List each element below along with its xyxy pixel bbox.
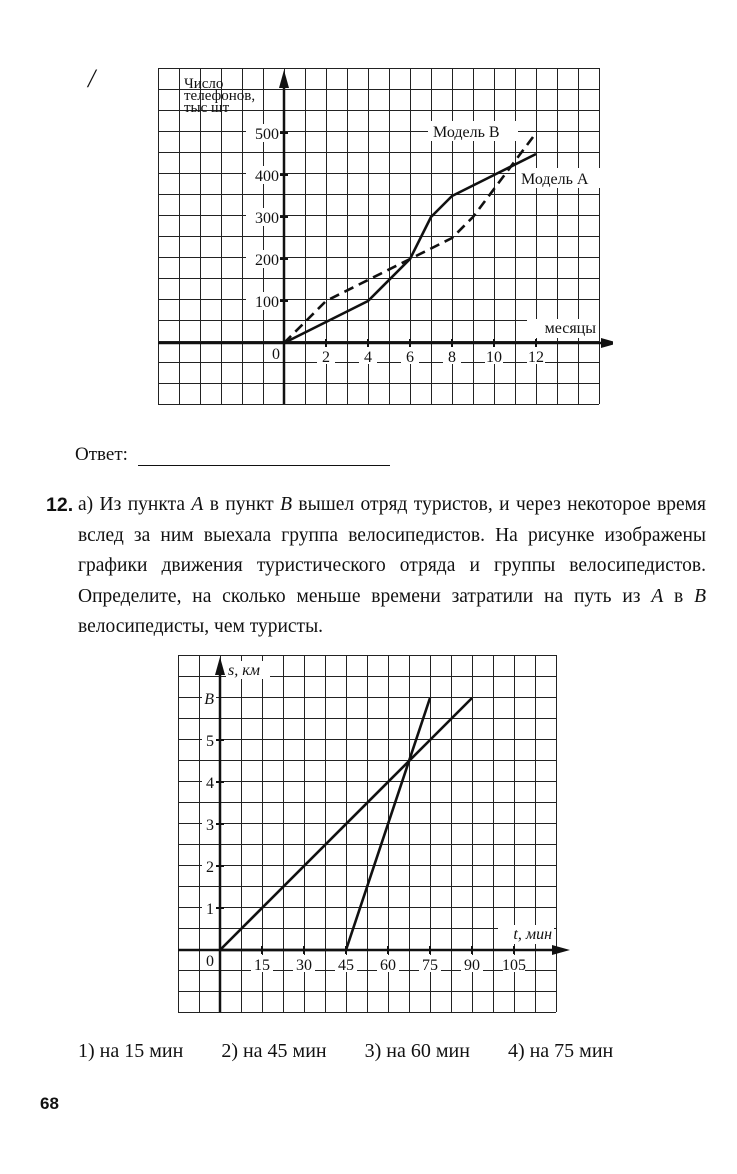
y-tick-label: 4 <box>206 775 214 792</box>
answer-label: Ответ: <box>75 444 128 465</box>
problem-text-segment: A <box>191 494 204 515</box>
x-axis-arrow <box>601 338 613 348</box>
y-axis-label: телефонов, <box>184 88 256 104</box>
series-label-model-b: Модель В <box>433 124 500 141</box>
x-tick-label: 2 <box>322 349 330 366</box>
x-tick-label: 6 <box>406 349 414 366</box>
problem-text-segment: B <box>280 494 292 515</box>
problem-text <box>78 490 706 643</box>
y-tick-label: 2 <box>206 859 214 876</box>
x-tick-label: 75 <box>422 957 438 974</box>
option-1[interactable]: 1) на 15 мин <box>78 1040 184 1062</box>
answer-options <box>78 1040 718 1063</box>
x-tick-label: 90 <box>464 957 480 974</box>
origin-label: 0 <box>272 346 280 363</box>
problem-text-segment: в <box>663 585 695 607</box>
x-axis-arrow <box>552 945 570 955</box>
y-tick-label: 400 <box>255 168 279 185</box>
motion-chart <box>178 655 571 1013</box>
y-axis-label: Число <box>184 76 224 92</box>
y-tick-label: 1 <box>206 901 214 918</box>
answer-blank[interactable] <box>138 447 390 466</box>
problem-text-segment: A <box>651 585 664 607</box>
y-tick-label: 300 <box>255 210 279 227</box>
problem-text-segment: а) Из пункта <box>78 494 192 515</box>
phones-chart <box>158 68 613 410</box>
problem-text-segment: велосипедисты, чем туристы. <box>78 616 324 637</box>
x-tick-label: 45 <box>338 957 354 974</box>
y-axis-arrow <box>215 657 225 675</box>
x-tick-label: 15 <box>254 957 270 974</box>
problem-text-segment: в пункт <box>203 494 281 515</box>
y-axis-label: s, км <box>228 662 260 679</box>
y-tick-label: 3 <box>206 817 214 834</box>
y-tick-label: 5 <box>206 733 214 750</box>
y-tick-label: 500 <box>255 126 279 143</box>
x-tick-label: 4 <box>364 349 372 366</box>
problem-text-segment: вышел отряд туристов, и через некоторое время вслед за ним выехала группа велосипедистов. На рисунке изображены графики движения туристического отряда и группы велосипедистов. Определите, на сколько меньше времени затратили на путь из <box>78 494 706 607</box>
page-number: 68 <box>40 1094 59 1113</box>
series-label-model-a: Модель А <box>521 171 589 188</box>
x-axis-label: t, мин <box>513 926 552 943</box>
problem-12 <box>46 490 706 643</box>
problem-number: 12. <box>46 494 74 516</box>
x-tick-label: 105 <box>502 957 526 974</box>
answer-row <box>75 444 390 466</box>
x-tick-label: 60 <box>380 957 396 974</box>
option-3[interactable]: 3) на 60 мин <box>364 1040 470 1062</box>
x-axis-label: месяцы <box>544 320 596 337</box>
y-axis-label: тыс шт <box>184 100 230 116</box>
option-4[interactable]: 4) на 75 мин <box>507 1040 614 1062</box>
x-tick-label: 10 <box>486 349 502 366</box>
y-tick-label: 200 <box>255 252 279 269</box>
x-tick-label: 8 <box>448 349 456 366</box>
x-tick-label: 30 <box>296 957 312 974</box>
y-axis-arrow <box>279 70 289 88</box>
option-2[interactable]: 2) на 45 мин <box>221 1040 327 1062</box>
y-tick-label: 100 <box>255 294 279 311</box>
origin-label: 0 <box>206 953 214 970</box>
y-tick-label-b: B <box>204 691 214 708</box>
x-tick-label: 12 <box>528 349 544 366</box>
pen-mark: / <box>88 64 96 93</box>
problem-text-segment: B <box>694 585 706 607</box>
